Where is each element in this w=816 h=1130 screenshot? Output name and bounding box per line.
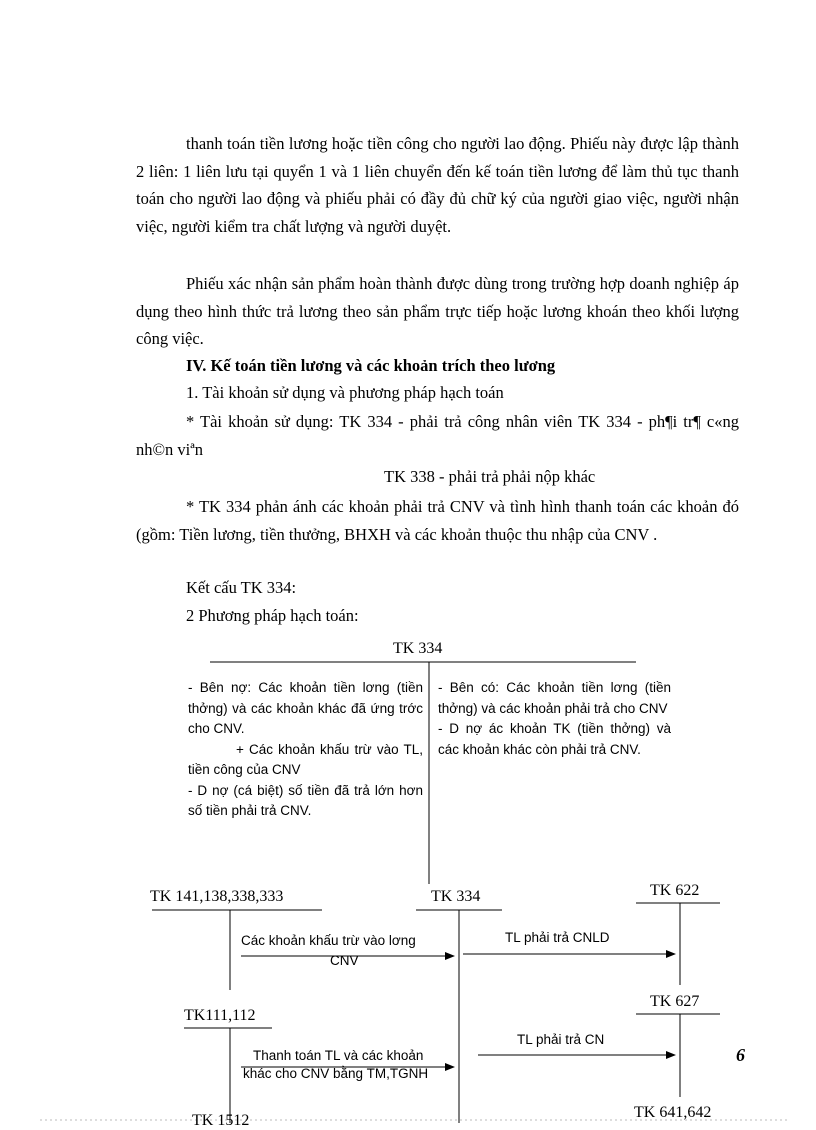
section-heading: IV. Kế toán tiền lương và các khoản trích theo lương: [186, 356, 556, 375]
tk338-line: TK 338 - phải trả phải nộp khác: [384, 467, 596, 486]
arrow1-label: Các khoản khấu trừ vào lơng: [241, 933, 416, 948]
structure-label: Kết cấu TK 334:: [186, 578, 297, 597]
paragraph-accounts-used: * Tài khoản sử dụng: TK 334 - phải trả công nhân viên TK 334 - ph¶i tr¶ c«ng nh©n viªn: [136, 412, 739, 459]
arrow4-head: [445, 1063, 455, 1071]
tk641-label: TK 641,642: [634, 1104, 712, 1121]
debit-balance-text: - D nợ (cá biệt) số tiền đã trả lớn hơn số tiền phải trả CNV.: [188, 782, 423, 818]
paragraph-payment-slip: thanh toán tiền lương hoặc tiền công cho người lao động. Phiếu này được lập thành 2 liên: 1 liên lưu tại quyển 1 và 1 liên chuyển đến kế toán tiền lương để làm thủ tục thanh toán cho người lao động và phiếu phải có đầy đủ chữ ký của người giao việc, người nhận việc, người kiểm tra chất lượng và người duyệt.: [136, 134, 739, 236]
paragraph-product-confirmation: Phiếu xác nhận sản phẩm hoàn thành được dùng trong trường hợp doanh nghiệp áp dụng theo hình thức trả lương theo sản phẩm trực tiếp hoặc lương khoán theo khối lượng công việc.: [136, 274, 739, 349]
t-account-debit-side: [188, 678, 423, 822]
tk-left1-label: TK 141,138,338,333: [150, 888, 284, 905]
credit-text: - Bên có: Các khoản tiền lơng (tiền thởng) và các khoản phải trả cho CNV: [438, 680, 671, 716]
tk334-label: TK 334: [431, 888, 481, 905]
tk1512-label: TK 1512: [192, 1112, 250, 1129]
tk-left2-label: TK111,112: [184, 1007, 256, 1024]
page-number: 6: [736, 1045, 745, 1065]
arrow3-label: TL phải trả CN: [517, 1032, 605, 1047]
debit-text: - Bên nợ: Các khoản tiền lơng (tiền thởng) và các khoản khác đã ứng trớc cho CNV.: [188, 680, 423, 736]
arrow4-label: Thanh toán TL và các khoản: [253, 1048, 424, 1063]
t-account-title: TK 334: [393, 640, 443, 657]
subsection-title-method: 2 Phương pháp hạch toán:: [186, 606, 359, 625]
arrow2-head: [666, 950, 676, 958]
arrow4-label-cont: khác cho CNV bằng TM,TGNH: [243, 1066, 429, 1081]
arrow2-label: TL phải trả CNLD: [505, 930, 610, 945]
arrow1-label-cont: CNV: [330, 953, 359, 968]
arrow3-head: [666, 1051, 676, 1059]
t-account-credit-side: [438, 678, 671, 760]
tk622-label: TK 622: [650, 882, 700, 899]
subsection-title-accounts: 1. Tài khoản sử dụng và phương pháp hạch toán: [186, 383, 504, 402]
tk627-label: TK 627: [650, 993, 700, 1010]
arrow1-head: [445, 952, 455, 960]
debit-extra-text: + Các khoản khấu trừ vào TL, tiền công của CNV: [188, 741, 423, 777]
paragraph-tk334-description: * TK 334 phản ánh các khoản phải trả CNV và tình hình thanh toán các khoản đó (gồm: Tiền lương, tiền thưởng, BHXH và các khoản thuộc thu nhập của CNV .: [136, 497, 739, 544]
credit-balance-text: - D nợ ác khoản TK (tiền thởng) và các khoản khác còn phải trả CNV.: [438, 721, 671, 757]
